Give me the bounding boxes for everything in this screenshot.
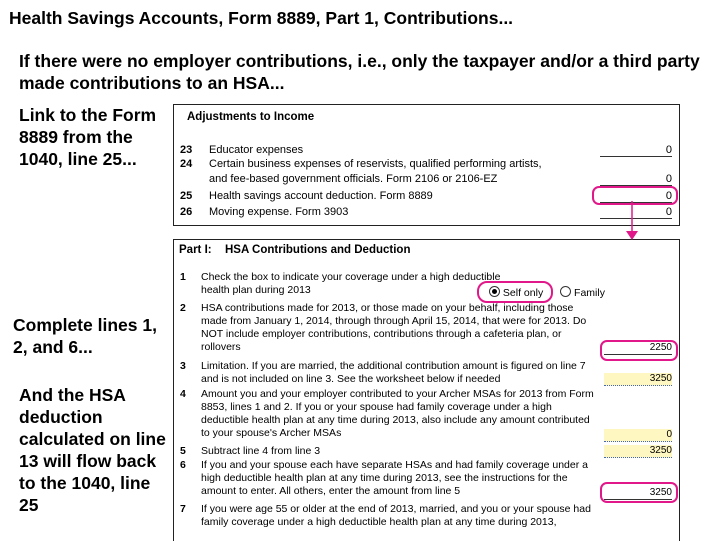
note-deduction-flow: And the HSA deduction calculated on line 13 will flow back to the 1040, line 25 — [19, 385, 166, 515]
slide-subtitle: If there were no employer contributions, i.e., only the taxpayer and/or a third party made contributions to an HSA... — [19, 51, 700, 93]
line-number: 24 — [180, 158, 193, 170]
line-text: HSA contributions made for 2013, or those made on your behalf, including those made from January 1, 2014, through through April 15, 2014, that were for 2013. Do NOT include employer contributions, contributions through a cafeteria plan, or rollovers — [201, 302, 587, 353]
line-text: Educator expenses — [209, 144, 304, 156]
line-5-amount[interactable]: 3250 — [604, 445, 672, 458]
line-number: 25 — [180, 190, 193, 202]
line-text: If you were age 55 or older at the end of 2013, married, and you or your spouse had family coverage under a high deductible health plan at any time during 2013, — [201, 503, 591, 528]
adjustments-header: Adjustments to Income — [187, 111, 315, 123]
part1-label: Part I: — [179, 244, 212, 256]
line-23-amount[interactable]: 0 — [600, 144, 672, 157]
line-text: Limitation. If you are married, the additional contribution amount is figured on line 7 and is not included on line 3. See the worksheet below if needed — [201, 360, 586, 385]
highlight-line-2 — [600, 340, 678, 361]
line-25-amount[interactable]: 0 — [600, 190, 672, 203]
line-text: If you and your spouse each have separate HSAs and had family coverage under a high deductible health plan at any time during 2013, see the instructions for the amount to enter. All others, enter the amount from line 5 — [201, 459, 588, 497]
line-3-amount[interactable]: 3250 — [604, 373, 672, 386]
line-2-amount[interactable]: 2250 — [604, 342, 672, 355]
line-number: 7 — [180, 503, 186, 515]
line-number: 26 — [180, 206, 193, 218]
line-number: 5 — [180, 445, 186, 457]
line-24-amount[interactable]: 0 — [600, 173, 672, 186]
adjustments-panel — [173, 104, 680, 226]
line-number: 23 — [180, 144, 193, 156]
line-text: Check the box to indicate your coverage under a high deductible health plan during 2013 — [201, 271, 501, 296]
line-number: 2 — [180, 302, 186, 314]
adjustment-line-23 — [174, 144, 679, 157]
line-number: 1 — [180, 271, 186, 283]
family-radio[interactable] — [560, 286, 571, 297]
arrow-connector-icon — [622, 200, 642, 242]
line-text: Certain business expenses of reservists, qualified performing artists, — [209, 158, 542, 170]
part1-title: HSA Contributions and Deduction — [225, 244, 411, 256]
line-text: and fee-based government officials. Form 2106 or 2106-EZ — [209, 173, 498, 185]
line-26-amount[interactable]: 0 — [600, 206, 672, 219]
adjustment-line-24-cont — [174, 173, 679, 186]
highlight-self-only — [477, 281, 553, 303]
family-label: Family — [574, 287, 605, 299]
adjustment-line-24 — [174, 158, 679, 171]
note-link-to-form: Link to the Form 8889 from the 1040, line 25... — [19, 105, 157, 169]
line-4-amount[interactable]: 0 — [604, 429, 672, 442]
line-6-amount[interactable]: 3250 — [604, 487, 672, 500]
line-text: Amount you and your employer contributed to your Archer MSAs for 2013 from Form 8853, lines 1 and 2. If you or your spouse had family coverage under a high deductible health plan at any time during 2013, also include any amount contributed to your spouse's Archer MSAs — [201, 388, 594, 439]
line-text: Moving expense. Form 3903 — [209, 206, 349, 218]
self-only-label: Self only — [502, 287, 544, 299]
line-number: 6 — [180, 459, 186, 471]
adjustment-line-26 — [174, 206, 679, 219]
line-number: 3 — [180, 360, 186, 372]
line-number: 4 — [180, 388, 186, 400]
note-complete-lines: Complete lines 1, 2, and 6... — [13, 315, 157, 357]
slide-title: Health Savings Accounts, Form 8889, Part 1, Contributions... — [9, 8, 514, 28]
line-text: Subtract line 4 from line 3 — [201, 445, 321, 457]
line-text: Health savings account deduction. Form 8889 — [209, 190, 433, 202]
highlight-line-6 — [600, 482, 678, 503]
